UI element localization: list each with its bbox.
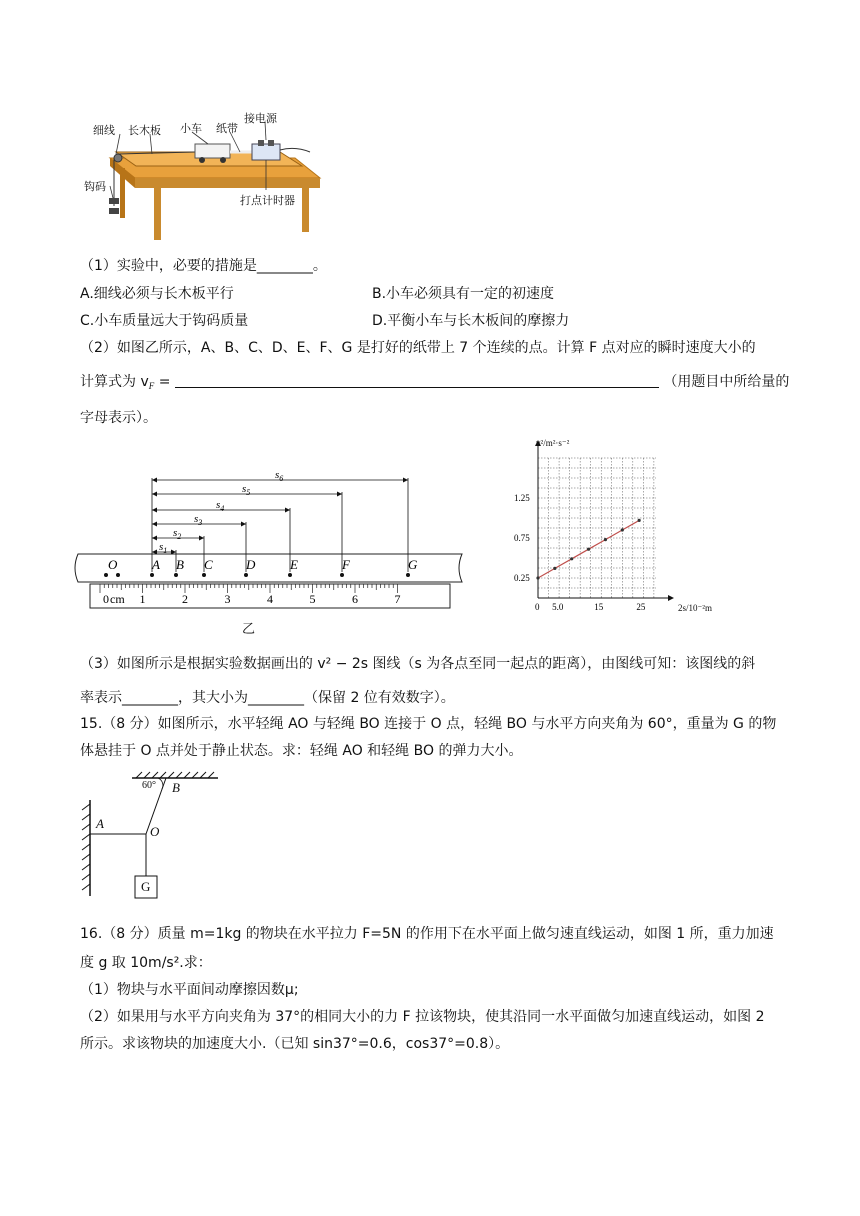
chart-data-point — [638, 519, 641, 522]
tape-point-label: C — [204, 557, 213, 572]
tape-dot — [406, 573, 410, 577]
timer-terminal — [258, 140, 264, 146]
tape-point-label: O — [108, 557, 118, 572]
tape-dot — [340, 573, 344, 577]
formula-prefix: 计算式为 v — [80, 374, 149, 390]
chart-svg — [500, 436, 730, 626]
apparatus-svg — [80, 108, 340, 248]
v2-2s-chart — [500, 436, 730, 626]
tape-dot — [104, 573, 108, 577]
label-power: 接电源 — [244, 112, 277, 125]
ruler-tick-label: 0 — [103, 592, 109, 606]
tape-point-label: E — [290, 557, 298, 572]
chart-xlabel: 2s/10⁻²m — [678, 603, 712, 613]
label-board: 长木板 — [128, 124, 161, 137]
q14-part3-line2: 率表示________，其大小为________（保留 2 位有效数字）。 — [80, 690, 455, 706]
formula-equals: = — [154, 374, 171, 390]
timer-device — [252, 144, 280, 160]
tape-point-label: A — [152, 557, 160, 572]
q16-line4: （2）如果用与水平方向夹角为 37°的相同大小的力 F 拉该物块，使其沿同一水平面做匀加速直线运动，如图 2 — [80, 1009, 765, 1025]
weight-block — [109, 198, 119, 204]
tape-dot — [174, 573, 178, 577]
q16-line2: 度 g 取 10m/s².求： — [80, 955, 212, 971]
distance-label: $s_4$ — [216, 499, 225, 513]
point-o-label: O — [150, 824, 160, 839]
chart-data-point — [536, 576, 539, 579]
chart-ylabel: v²/m²·s⁻² — [536, 438, 570, 448]
chart-data-point — [621, 528, 624, 531]
distance-label: $s_6$ — [275, 469, 284, 483]
cart — [195, 144, 230, 158]
tape-point-label: G — [408, 557, 418, 572]
apparatus-figure — [80, 108, 340, 248]
tape-caption: 乙 — [242, 622, 256, 637]
tape-point-label: F — [342, 557, 350, 572]
q14-part3-line1: （3）如图所示是根据实验数据画出的 v² − 2s 图线（s 为各点至同一起点的距离），由图线可知：该图线的斜 — [80, 656, 756, 672]
option-b: B.小车必须具有一定的初速度 — [372, 286, 555, 302]
timer-terminal — [268, 140, 274, 146]
tape-ruler-svg — [70, 468, 470, 638]
tape-point-label: D — [246, 557, 256, 572]
pulley — [114, 154, 122, 162]
ruler-tick-label: 5 — [309, 592, 316, 606]
chart-data-point — [604, 538, 607, 541]
q14-part2-line3: 字母表示）。 — [80, 410, 157, 426]
cart-wheel — [199, 157, 205, 163]
label-tape: 纸带 — [216, 122, 238, 135]
tape-dot — [202, 573, 206, 577]
power-cord — [280, 148, 310, 152]
tape-dot — [244, 573, 248, 577]
ruler-tick-label: 3 — [224, 592, 231, 606]
chart-data-point — [587, 548, 590, 551]
tape-dot — [288, 573, 292, 577]
chart-data-point — [570, 557, 573, 560]
ruler-unit: cm — [110, 592, 125, 606]
point-a-label: A — [96, 816, 104, 831]
option-a: A.细线必须与长木板平行 — [80, 286, 234, 302]
block-g-label: G — [141, 879, 151, 894]
q16-line3: （1）物块与水平面间动摩擦因数μ; — [80, 982, 299, 998]
q16-line1: 16.（8 分）质量 m=1kg 的物块在水平拉力 F=5N 的作用下在水平面上做匀速直线运动，如图 1 所，重力加速 — [80, 926, 774, 942]
tape-dot — [150, 573, 154, 577]
tape-point-label: B — [176, 557, 184, 572]
q16-line5: 所示。求该物块的加速度大小.（已知 sin37°=0.6，cos37°=0.8）。 — [80, 1036, 510, 1052]
angle-label: 60° — [142, 780, 156, 791]
distance-label: $s_1$ — [159, 541, 168, 555]
answer-blank[interactable] — [175, 373, 659, 388]
q14-part1-prompt: （1）实验中，必要的措施是________。 — [80, 258, 327, 274]
q15-figure — [78, 770, 228, 906]
distance-label: $s_2$ — [173, 527, 182, 541]
ruler-tick-label: 4 — [267, 592, 273, 606]
chart-x-tick: 0 — [535, 602, 540, 612]
table-leg — [302, 188, 309, 232]
q15-line1: 15.（8 分）如图所示，水平轻绳 AO 与轻绳 BO 连接于 O 点，轻绳 BO 与水平方向夹角为 60°，重量为 G 的物 — [80, 716, 777, 732]
option-c: C.小车质量远大于钩码质量 — [80, 313, 249, 329]
label-timer: 打点计时器 — [240, 194, 295, 207]
ruler-tick-label: 1 — [139, 592, 146, 606]
chart-x-tick: 5.0 — [552, 602, 564, 612]
tape-figure — [70, 468, 470, 638]
chart-y-tick: 0.75 — [514, 533, 530, 543]
chart-y-tick: 1.25 — [514, 493, 530, 503]
table-leg — [154, 188, 161, 240]
q15-line2: 体悬挂于 O 点并处于静止状态。求：轻绳 AO 和轻绳 BO 的弹力大小。 — [80, 743, 523, 759]
q14-part2-line1: （2）如图乙所示，A、B、C、D、E、F、G 是打好的纸带上 7 个连续的点。计算 F 点对应的瞬时速度大小的 — [80, 340, 756, 356]
point-b-label: B — [172, 780, 180, 795]
label-weight: 钩码 — [84, 180, 106, 193]
distance-label: $s_3$ — [194, 513, 203, 527]
paper-tape-strip — [75, 554, 462, 582]
cart-wheel — [220, 157, 226, 163]
option-d: D.平衡小车与长木板间的摩擦力 — [372, 313, 570, 329]
chart-y-tick: 0.25 — [514, 573, 530, 583]
label-cart: 小车 — [180, 122, 202, 135]
table-edge — [135, 178, 320, 188]
formula-subscript: F — [148, 381, 155, 391]
table-leg — [120, 168, 125, 218]
label-thread: 细线 — [93, 124, 115, 137]
chart-x-tick: 15 — [594, 602, 604, 612]
ruler-tick-label: 6 — [352, 592, 358, 606]
chart-data-point — [553, 567, 556, 570]
distance-label: $s_5$ — [242, 483, 251, 497]
formula-suffix: （用题目中所给量的 — [663, 374, 790, 390]
tape-dot — [116, 573, 120, 577]
chart-x-tick: 25 — [636, 602, 646, 612]
q14-part2-line2 — [80, 372, 789, 396]
weight-block — [109, 208, 119, 214]
ruler-tick-label: 7 — [394, 592, 401, 606]
ruler-tick-label: 2 — [182, 592, 188, 606]
